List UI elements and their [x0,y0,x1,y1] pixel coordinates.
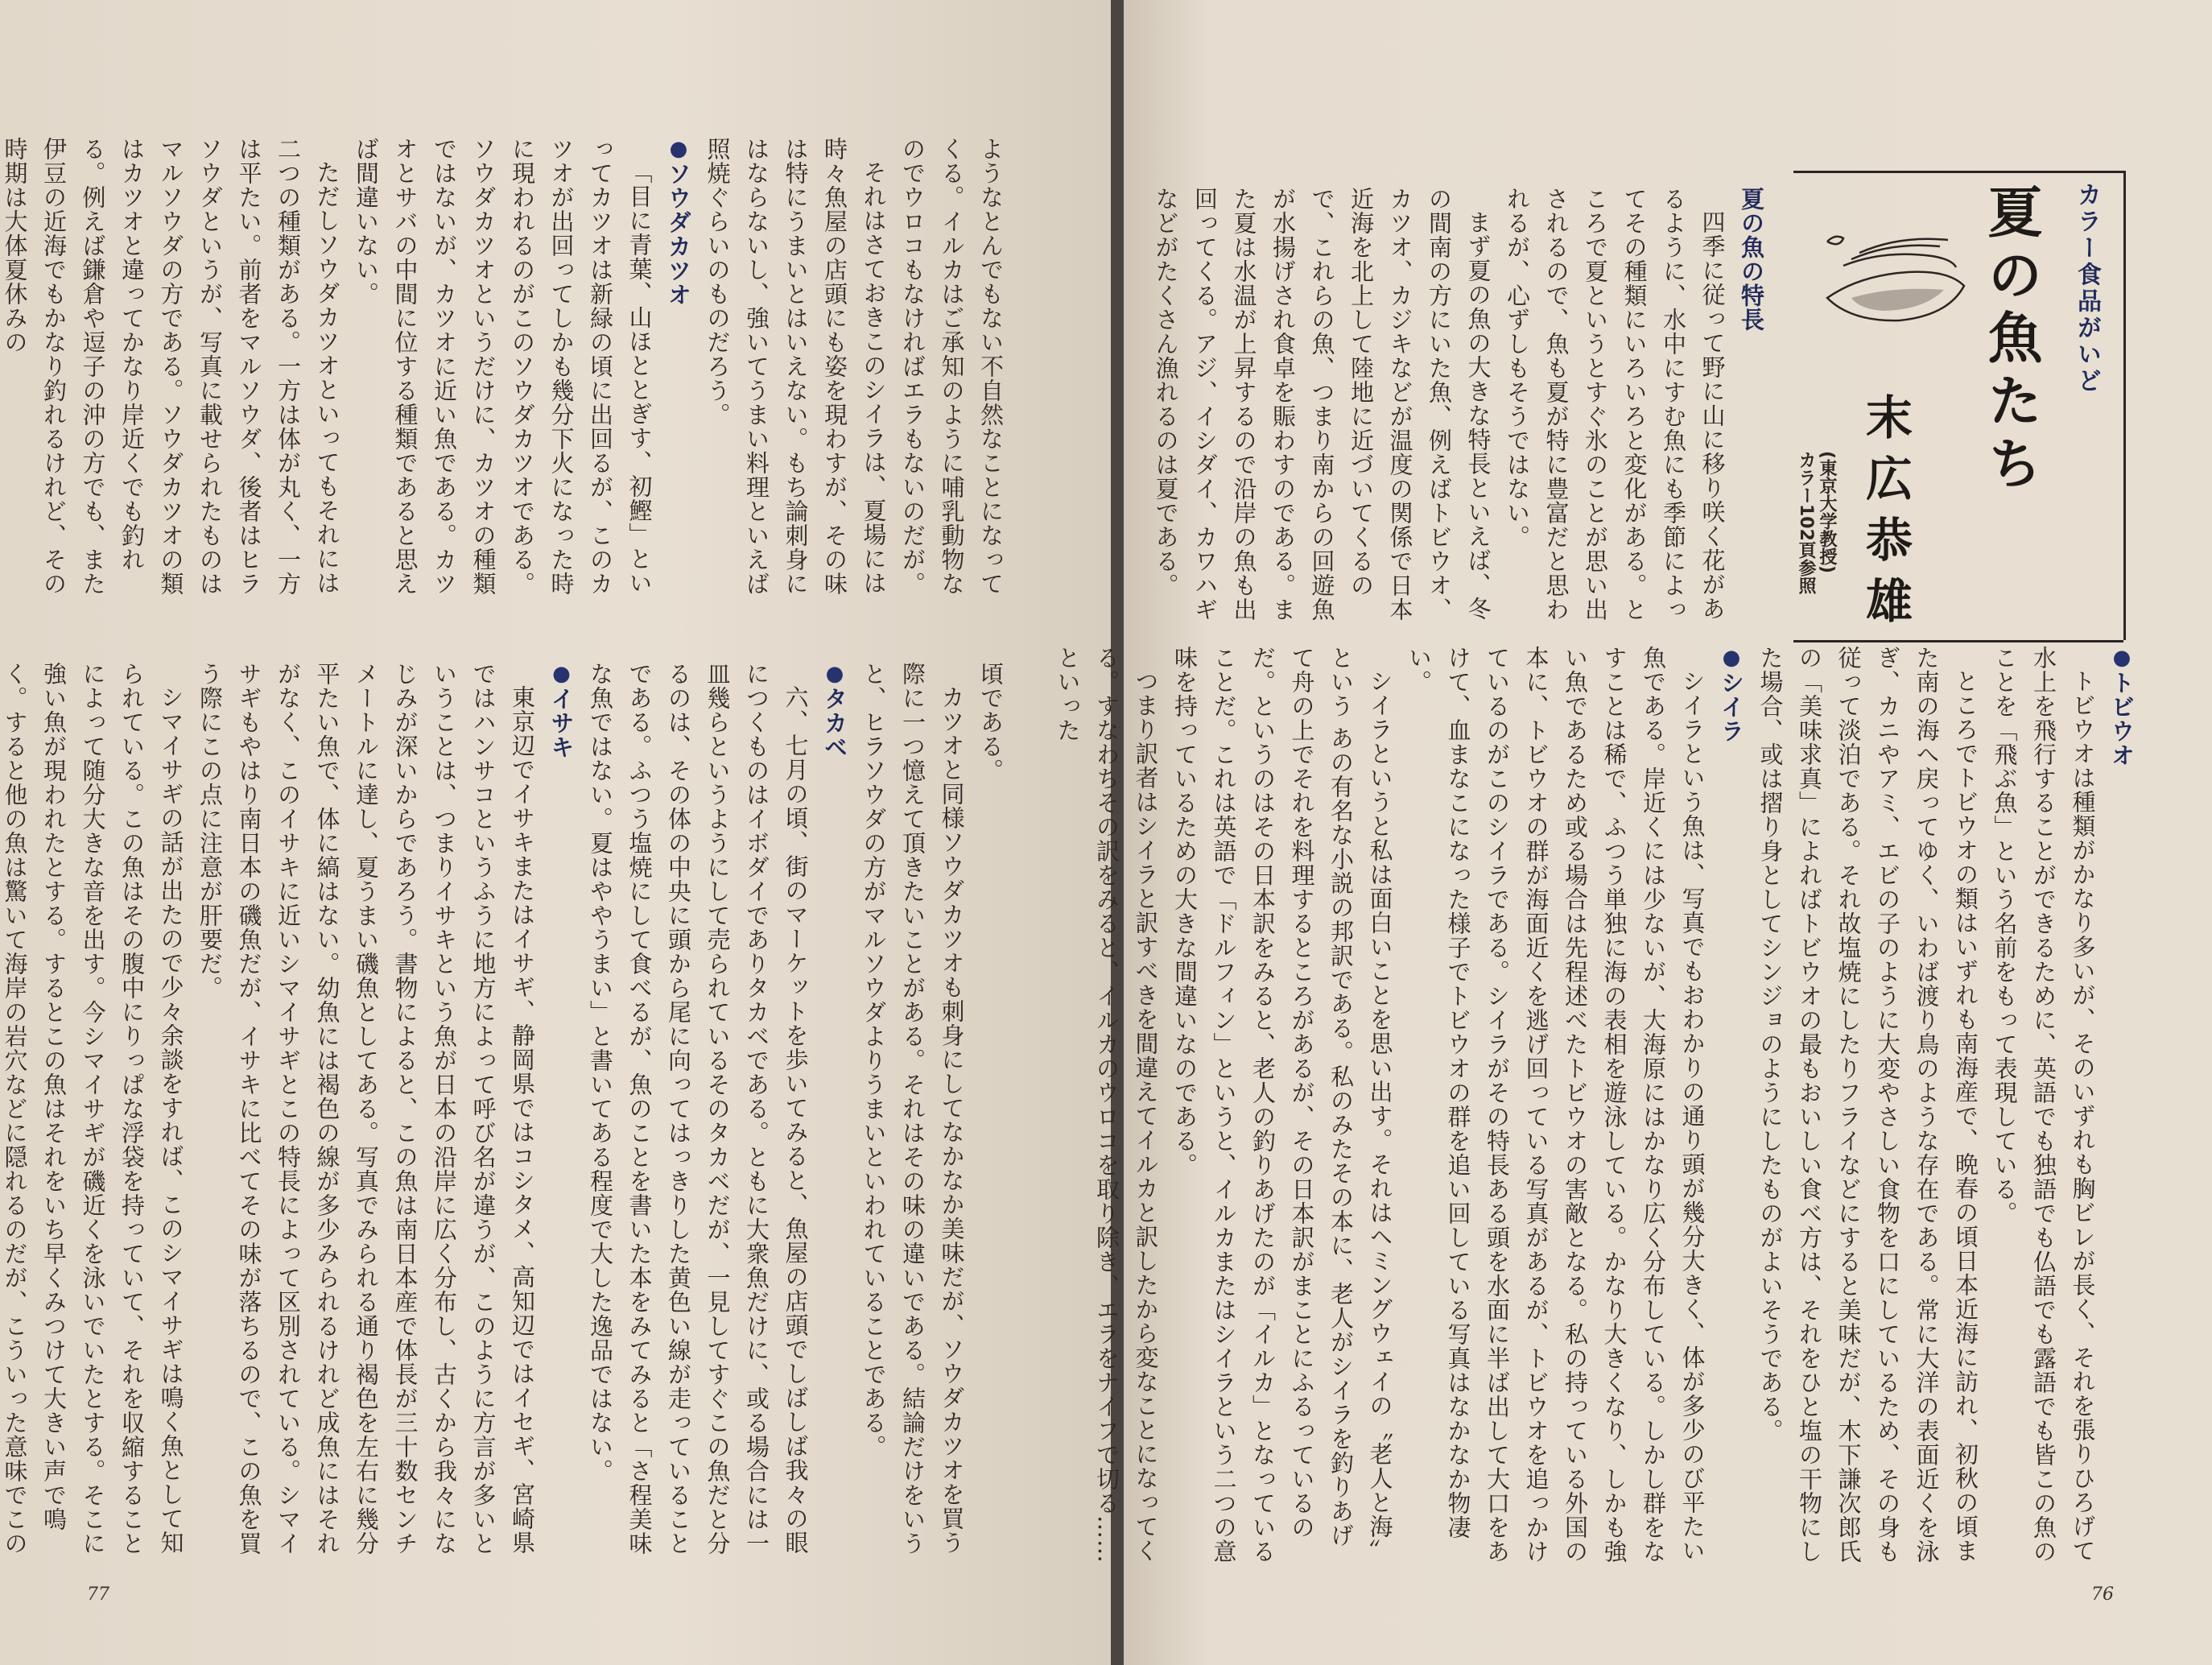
bullet-icon: ● [666,137,691,162]
left-upper-text [1,137,1010,608]
section-heading-label: 夏の魚の特長 [1738,187,1765,332]
left-lower-text [1,662,1010,1564]
section-heading [1732,187,1772,622]
paragraph: 頃である。 [977,662,1005,783]
paragraph: 六、七月の頃、街のマーケットを歩いてみると、魚屋の店頭でしばしば我々の眼につくものはイボダイでありタカベである。ともに大衆魚だけに、或る場合には一皿幾らというようにして売られているそのタカベだが、一見してすぐこの魚だと分るのは、その体の中央に頭から尾に向ってはっきりした黄色い線が走っていることである。ふつう塩焼にして食べるが、魚のことを書いた本をみてみると「さ程美味な魚ではない。夏はややうまい」と書いてある程度で大した逸品ではない。 [587,662,810,1556]
section-heading [659,137,699,608]
right-lower-text [1054,646,2141,1564]
page-number-right: 76 [2091,1584,2114,1605]
article-title: 夏の魚たち [1979,184,2043,498]
bullet-icon: ● [1719,646,1744,671]
series-label: カラー食品がいど [2069,177,2104,399]
paragraph: シマイサギの話が出たので少々余談をすれば、このシマイサギは鳴く魚として知られている。この魚はその腹中にりっぱな浮袋を持っていて、それを収縮することによって随分大きな音を出す。今シマイサギが磯近くを泳いでいたとする。そこに強い魚が現われたとする。するとこの魚はそれをいち早くみつけて大きい声で鳴く。すると他の魚は驚いて海岸の岩穴などに隠れるのだが、こういった意味でこの [1,662,185,1556]
paragraph: 「目に青葉、山ほととぎす、初鰹」といってカツオは新緑の頃に出回るが、このカツオが出回ってしかも幾分下火になった時に現われるのがこのソウダカツオである。ソウダカツオというだけに、カツオの種類ではないが、カツオに近い魚である。カツオとサバの中間に位する種類であると思えば間違いない。 [353,137,654,596]
section-heading-label: シイラ [1718,671,1745,743]
paragraph: つまり訳者はシイラと訳すべきを間違えてイルカと訳したから変なことになってくる。すなわちその訳をみると、イルカのウロコを取り除き、エラをナイフで切る……といった [1054,646,1160,1564]
right-upper-text [1152,187,1771,622]
paragraph: 東京辺でイサキまたはイサギ、静岡県ではコシタメ、高知辺ではイセギ、宮崎県ではハンサコというふうに地方によって呼び名が違うが、このように方言が多いということは、つまりイサキという魚が日本の沿岸に広く分布し、古くから我々になじみが深いからであろう。書物によると、この魚は南日本産で体長が三十数センチメートルに達し、夏うまい磯魚としてある。写真でみられる通り褐色を左右に幾分平たい魚で、体に縞はない。幼魚には褐色の線が多少みられるけれど成魚にはそれがなく、このイサキに近いシマイサギとこの特長によって区別されている。シマイサギもやはり南日本の磯魚だが、イサキに比べてその味が落ちるので、この魚を買う際にこの点に注意が肝要だ。 [196,662,536,1556]
paragraph: シイラという魚は、写真でもおわかりの通り頭が幾分大きく、体が多少のび平たい魚である。岸近くには少ないが、大海原にはかなり広く分布している。しかし群をなすことは稀で、ふつう単独に海の表相を遊泳している。かなり大きくなり、しかも強い魚であるため或る場合は先程述べたトビウオの害敵となる。私の持っている外国の本に、トビウオの群が海面近くを逃げ回っている写真があるが、トビウオを追っかけているのがこのシイラである。シイラがその特長ある頭を水面に半ば出して大口をあけて、血まなこになった様子でトビウオの群を追い回している写真はなかなか物凄い。 [1405,646,1706,1564]
section-heading-label: トビウオ [2108,671,2136,767]
page-number-left: 77 [87,1584,109,1605]
paragraph: ところでトビウオの類はいずれも南海産で、晩春の頃日本近海に訪れ、初秋の頃また南の海へ戻ってゆく、いわば渡り鳥のような存在である。常に大洋の表面近くを泳ぎ、カニやアミ、エビの子のように大変やさしい食物を口にしているため、その身も従って淡泊である。それ故塩焼にしたりフライなどにすると美味だが、木下謙次郎氏の「美味求真」によればトビウオの最もおいしい食べ方は、それをひと塩の干物にした場合、或は摺り身としてシンジョのようにしたものがよいそうである。 [1756,646,1979,1564]
bullet-icon: ● [2110,646,2134,671]
paragraph: シイラというと私は面白いことを思い出す。それはヘミングウェイの〝老人と海〟という あの有名な小説の邦訳である。私のみたその本に、老人がシイラを釣りあげて舟の上でそれを料理するところがあるが、その日本訳がまことにふるっているのだ。というのはその日本訳をみると、老人の釣りあげたのが「イルカ」となっていることだ。これは英語で「ドルフィン」というと、イルカまたはシイラという二つの意味を持っているための大きな間違いなのである。 [1171,646,1394,1564]
author-affiliation: (東京大学教授) [1817,451,1837,574]
section-heading-label: イサキ [547,687,576,759]
paragraph: カツオと同様ソウダカツオも刺身にしてなかなか美味だが、ソウダカツオを買う際に一つ憶えて頂きたいことがある。それはその味の違いである。結論だけをいうと、ヒラソウダの方がマルソウダよりうまいといわれていることである。 [860,662,966,1556]
paragraph: それはさておきこのシイラは、夏場には時々魚屋の店頭にも姿を現わすが、その味は特にうまいとはいえない。もち論刺身にはならないし、強いてうまい料理といえば照焼ぐらいのものだろう。 [704,137,888,596]
section-heading-label: タカベ [821,687,848,759]
section-heading [2103,646,2142,1564]
fish-illustration [1811,209,1972,338]
author-name: 末広恭雄 [1858,393,1913,638]
paragraph: ようなとんでもない不自然なことになってくる。イルカはご承知のように哺乳動物なのでウロコもなければエラもないのだが。 [899,137,1005,596]
bullet-icon: ● [823,662,847,687]
color-page-reference: カラー102頁参照 [1796,451,1816,594]
section-heading [542,662,581,1564]
paragraph: まず夏の魚の大きな特長といえば、冬の間南の方にいた魚、例えばトビウオ、カツオ、カジキなどが温度の関係で日本近海を北上して陸地に近づいてくるので、これらの魚、つまり南からの回遊魚が水揚げされ食卓を賑わすのである。また夏は水温が上昇するので沿岸の魚も出回ってくる。アジ、イシダイ、カワハギなどがたくさん漁れるのは夏である。 [1152,187,1492,622]
paragraph: トビウオは種類がかなり多いが、そのいずれも胸ビレが長く、それを張りひろげて水上を飛行することができるために、英語でも独語でも仏語でも露語でも皆この魚のことを「飛ぶ魚」という名前をもって表現している。 [1991,646,2097,1564]
section-heading-label: ソウダカツオ [665,162,692,307]
paragraph: ただしソウダカツオといってもそれには二つの種類がある。一方は体が丸く、一方は平たい。前者をマルソウダ、後者はヒラソウダというが、写真に載せられたものはマルソウダの方である。ソウダカツオの類はカツオと違ってかなり岸近くでも釣れる。例えば鎌倉や逗子の沖の方でも、また伊豆の近海でもかなり釣れるけれど、その時期は大体夏休みの [1,137,341,596]
section-heading [815,662,855,1564]
section-heading [1712,646,1752,1564]
paragraph: 四季に従って野に山に移り咲く花があるように、水中にすむ魚にも季節によってその種類にいろいろと変化がある。ところで夏というとすぐ氷のことが思い出されるので、魚も夏が特に豊富だと思われるが、心ずしもそうではない。 [1504,187,1727,622]
bullet-icon: ● [549,662,574,687]
